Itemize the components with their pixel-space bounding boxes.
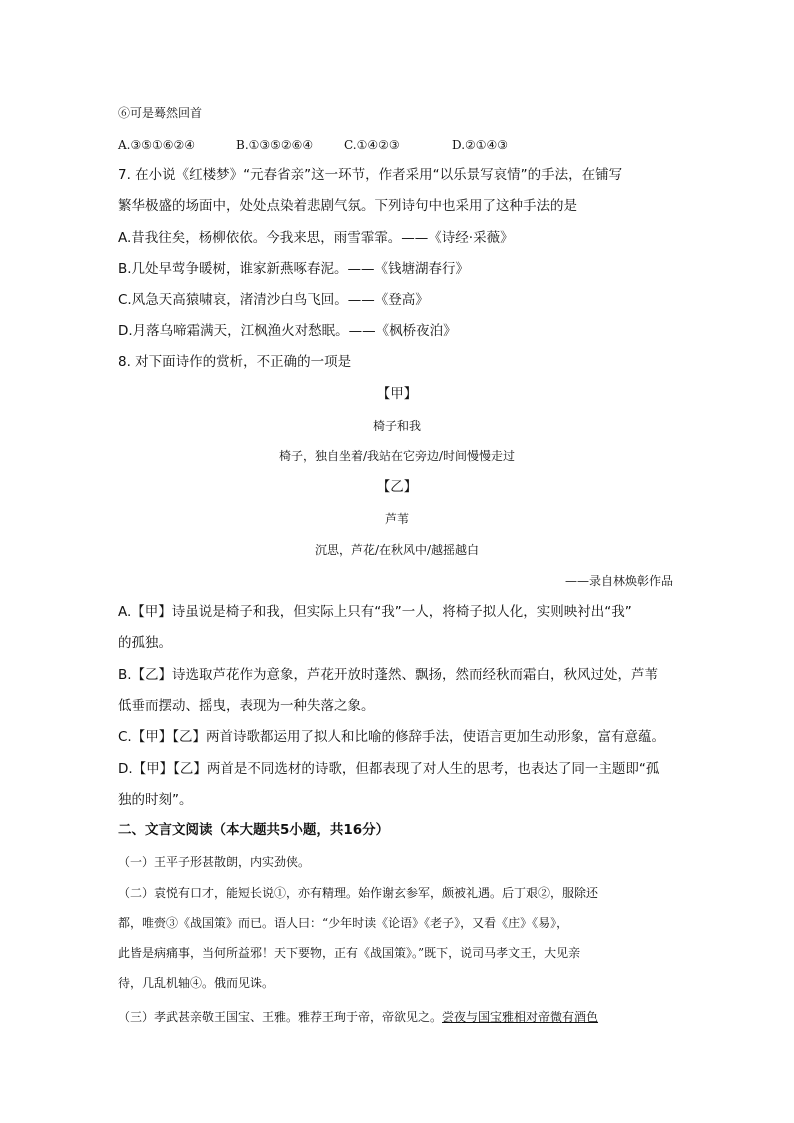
passage3-line1: [118, 1007, 598, 1027]
poem-source: ——录自林焕彰作品: [565, 574, 674, 588]
section2-heading: 二、文言文阅读（本大题共5小题，共16分）: [118, 822, 390, 838]
q6-options: [118, 135, 508, 155]
q7-option-d: D.月落乌啼霜满天，江枫渔火对愁眠。——《枫桥夜泊》: [118, 323, 457, 339]
q8-option-b-line2: 低垂而摆动、摇曳，表现为一种失落之象。: [118, 698, 375, 714]
q6-item6: ⑥可是蓦然回首: [118, 106, 203, 120]
passage3-underlined-text: 尝夜与国宝雅相对帝微有酒色: [442, 1010, 599, 1024]
poem1-text: 椅子，独自坐着/我站在它旁边/时间慢慢走过: [278, 449, 516, 463]
passage2-line4: 待，几乱机轴④。俄而见诛。: [118, 976, 275, 990]
q6-option-b: B.①③⑤②⑥④: [236, 138, 314, 152]
passage3-text: （三）孝武甚亲敬王国宝、王雅。雅荐王珣于帝，帝欲见之。: [118, 1010, 443, 1024]
q8-option-d-line2: 独的时刻”。: [118, 792, 193, 808]
q8-option-a-line2: 的孤独。: [118, 635, 172, 651]
q6-option-a: A.③⑤①⑥②④: [118, 138, 196, 152]
q7-option-c: C.风急天高猿啸哀，渚清沙白鸟飞回。——《登高》: [118, 292, 429, 308]
poem2-text: 沉思，芦花/在秋风中/越摇越白: [314, 543, 480, 557]
q8-option-c: C.【甲】【乙】两首诗歌都运用了拟人和比喻的修辞手法，使语言更加生动形象，富有意蕴。: [118, 729, 665, 745]
passage1: （一）王平子形甚散朗，内实劲侠。: [118, 855, 311, 869]
poem2-label: 【乙】: [376, 479, 418, 495]
passage2-line2: 都，唯赍③《战国策》而已。语人曰：“少年时读《论语》《老子》，又看《庄》《易》，: [118, 916, 569, 930]
q6-option-c: C.①④②③: [344, 138, 400, 152]
poem2-title: 芦苇: [384, 512, 409, 526]
q7-option-b: B.几处早莺争暖树，谁家新燕啄春泥。——《钱塘湖春行》: [118, 261, 470, 277]
passage2-line3: 此皆是病痛事，当何所益邪！天下要物，正有《战国策》。”既下，说司马孝文王，大见亲: [118, 946, 581, 960]
q6-option-d: D.②①④③: [452, 138, 509, 152]
q8-option-b-line1: B.【乙】诗选取芦花作为意象，芦花开放时蓬然、飘扬，然而经秋而霜白，秋风过处，芦苇: [118, 667, 659, 683]
q8-option-d-line1: D.【甲】【乙】两首是不同选材的诗歌，但都表现了对人生的思考，也表达了同一主题即“孤: [118, 761, 660, 777]
q8-stem: 8. 对下面诗作的赏析，不正确的一项是: [118, 354, 352, 370]
passage2-line1: （二）袁悦有口才，能短长说①，亦有精理。始作谢玄参军，颇被礼遇。后丁艰②，服除还: [118, 886, 599, 900]
poem1-label: 【甲】: [376, 386, 418, 402]
q7-stem-line2: 繁华极盛的场面中，处处点染着悲剧气氛。下列诗句中也采用了这种手法的是: [118, 198, 577, 214]
q7-option-a: A.昔我往矣，杨柳依依。今我来思，雨雪霏霏。——《诗经·采薇》: [118, 230, 514, 246]
poem1-title: 椅子和我: [372, 419, 421, 433]
q7-stem-line1: 7. 在小说《红楼梦》“元春省亲”这一环节，作者采用“以乐景写哀情”的手法，在铺写: [118, 167, 623, 183]
q8-option-a-line1: A.【甲】诗虽说是椅子和我，但实际上只有“我”一人，将椅子拟人化，实则映衬出“我”: [118, 604, 632, 620]
